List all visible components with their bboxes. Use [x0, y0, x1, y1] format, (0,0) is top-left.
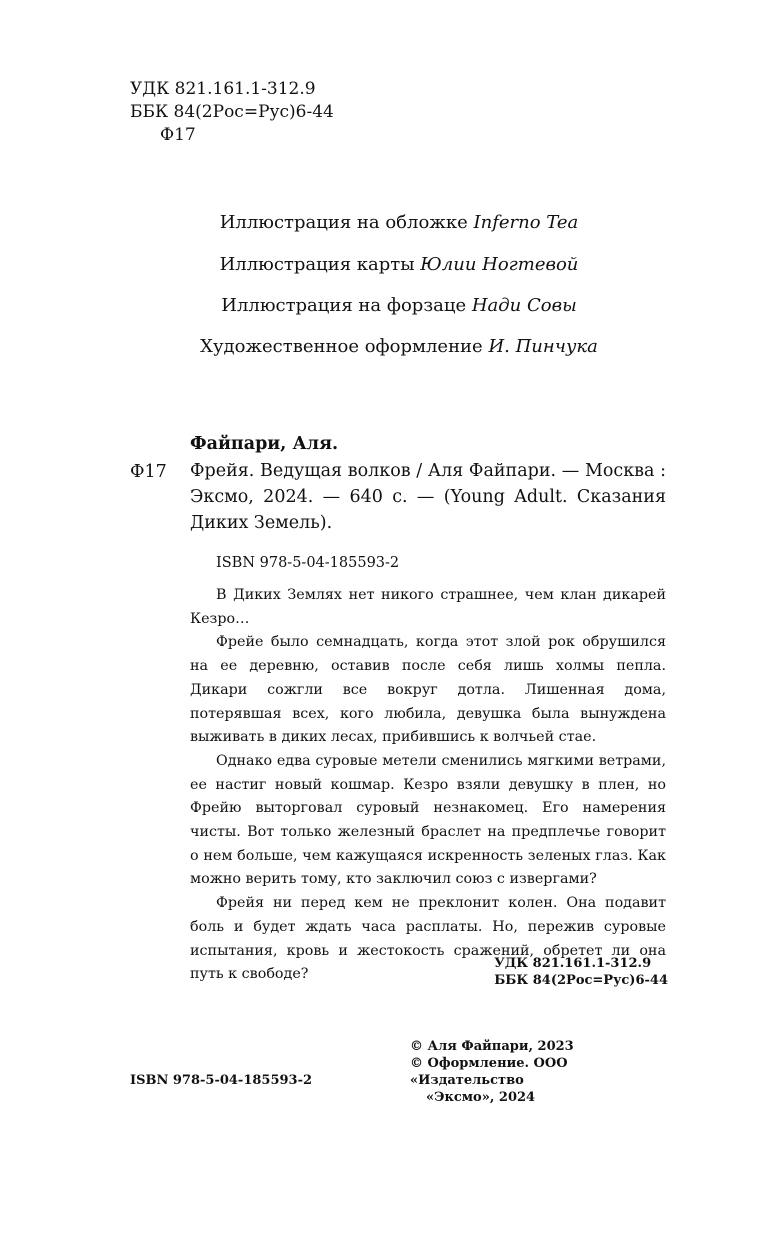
- copyright-block: [410, 1038, 670, 1106]
- copyright-design: © Оформление. ООО «Издательство: [410, 1056, 568, 1088]
- footer-isbn: ISBN 978-5-04-185593-2: [130, 1073, 313, 1088]
- annotation-paragraph: Фрейя ни перед кем не преклонит колен. Она подавит боль и будет ждать часа расплаты. Но, пережив суровые испытания, кровь и жестокость сражений, обретет ли она путь к свободе?: [190, 895, 666, 983]
- bbk-code: ББК 84(2Рос=Рус)6-44: [130, 102, 334, 122]
- author-heading: Файпари, Аля.: [190, 434, 339, 454]
- annotation-paragraph: Фрейе было семнадцать, когда этот злой рок обрушился на ее деревню, оставив после себя лишь холмы пепла. Дикари сожгли все вокруг дотла. Лишенная дома, потерявшая всех, кого любила, девушка была вынуждена выживать в диких лесах, прибившись к волчьей стае.: [190, 634, 666, 746]
- bibliographic-code: Ф17: [130, 462, 167, 482]
- credit-cover: Иллюстрация на обложке Inferno Tea: [219, 212, 579, 233]
- credit-design: Художественное оформление И. Пинчука: [200, 336, 598, 357]
- bibliographic-description: Фрейя. Ведущая волков / Аля Файпари. — Москва : Эксмо, 2024. — 640 с. — (Young Adult. Сказания Диких Земель).: [190, 461, 666, 533]
- annotation-paragraph: Однако едва суровые метели сменились мягкими ветрами, ее настиг новый кошмар. Кезро взяли девушку в плен, но Фрейю выторговал суровый незнакомец. Его намерения чисты. Вот только железный браслет на предплечье говорит о нем больше, чем кажущаяся искренность зеленых глаз. Как можно верить тому, кто заключил союз с извергами?: [190, 752, 666, 888]
- udc-code: УДК 821.161.1-312.9: [130, 79, 316, 99]
- footer-classification: [494, 955, 668, 989]
- copyright-design-cont: «Эксмо», 2024: [426, 1090, 536, 1105]
- footer-udc: УДК 821.161.1-312.9: [494, 956, 652, 971]
- credit-map: Иллюстрация карты Юлии Ногтевой: [219, 254, 579, 275]
- footer-bbk: ББК 84(2Рос=Рус)6-44: [494, 973, 668, 988]
- annotation: [190, 584, 666, 987]
- annotation-paragraph: В Диких Землях нет никого страшнее, чем клан дикарей Кезро…: [190, 587, 666, 627]
- copyright-author: © Аля Файпари, 2023: [410, 1039, 574, 1054]
- credit-endpaper: Иллюстрация на форзаце Нади Совы: [221, 295, 577, 316]
- author-sign: Ф17: [160, 125, 196, 145]
- isbn-record: ISBN 978-5-04-185593-2: [216, 555, 400, 571]
